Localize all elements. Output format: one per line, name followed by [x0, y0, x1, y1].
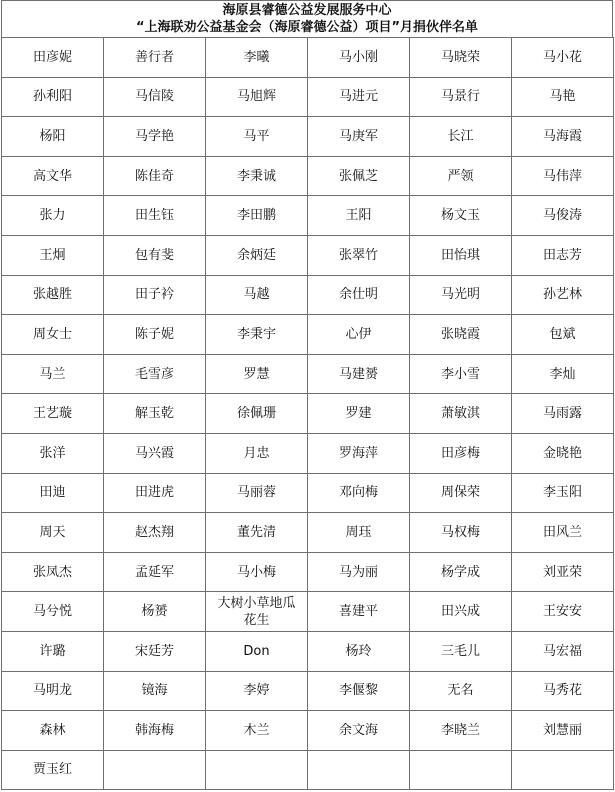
donor-list-sheet: [1, 0, 613, 790]
donor-name-cell: 田彦梅: [410, 433, 512, 473]
donor-name-cell: 马小刚: [308, 38, 410, 78]
donor-name-cell: 马海霞: [512, 117, 614, 157]
donor-name-cell: 李曦: [206, 38, 308, 78]
donor-name-cell: 孟延军: [104, 552, 206, 592]
donor-name-cell: 杨玲: [308, 631, 410, 671]
donor-name-cell: 孙艺林: [512, 275, 614, 315]
donor-name-cell: 李秉宇: [206, 315, 308, 355]
donor-name-cell: 马平: [206, 117, 308, 157]
donor-name-cell: 马晓荣: [410, 38, 512, 78]
donor-name-cell: 马丽蓉: [206, 473, 308, 513]
donor-name-cell: 许璐: [2, 631, 104, 671]
donor-name-cell: 马兰: [2, 354, 104, 394]
donor-name-cell: 陈佳奇: [104, 156, 206, 196]
donor-name-cell: 田生钰: [104, 196, 206, 236]
title-line-2: “上海联劝公益基金会（海原睿德公益）项目”月捐伙伴名单: [135, 20, 479, 35]
donor-name-cell: 周女士: [2, 315, 104, 355]
donor-name-cell: 善行者: [104, 38, 206, 78]
donor-name-cell: 田兴成: [410, 592, 512, 632]
donor-name-cell: 马景行: [410, 77, 512, 117]
donor-name-cell: 田迪: [2, 473, 104, 513]
donor-name-cell: 徐佩珊: [206, 394, 308, 434]
donor-table: [1, 37, 614, 790]
donor-name-cell: 马俊涛: [512, 196, 614, 236]
donor-name-cell: 马伟萍: [512, 156, 614, 196]
donor-name-cell: 田子衿: [104, 275, 206, 315]
donor-name-cell: 马兮悦: [2, 592, 104, 632]
table-row: [2, 196, 614, 236]
donor-name-cell: 马艳: [512, 77, 614, 117]
table-row: [2, 156, 614, 196]
donor-name-cell: 包斌: [512, 315, 614, 355]
table-row: [2, 235, 614, 275]
donor-name-cell: [308, 750, 410, 790]
donor-name-cell: 张晓霞: [410, 315, 512, 355]
table-row: [2, 315, 614, 355]
table-row: [2, 77, 614, 117]
donor-name-cell: 李婷: [206, 671, 308, 711]
table-row: [2, 433, 614, 473]
donor-name-cell: 马建赟: [308, 354, 410, 394]
table-row: [2, 631, 614, 671]
table-row: [2, 275, 614, 315]
donor-name-cell: 马学艳: [104, 117, 206, 157]
table-row: [2, 117, 614, 157]
table-row: [2, 552, 614, 592]
donor-name-cell: 马秀花: [512, 671, 614, 711]
donor-name-cell: 木兰: [206, 711, 308, 751]
donor-name-cell: [410, 750, 512, 790]
donor-name-cell: [206, 750, 308, 790]
donor-name-cell: 刘亚荣: [512, 552, 614, 592]
donor-name-cell: 毛雪彦: [104, 354, 206, 394]
donor-name-cell: 田风兰: [512, 513, 614, 553]
donor-name-cell: 张翠竹: [308, 235, 410, 275]
donor-name-cell: 月忠: [206, 433, 308, 473]
donor-name-cell: 马旭辉: [206, 77, 308, 117]
donor-name-cell: 李小雪: [410, 354, 512, 394]
donor-name-cell: 王艺璇: [2, 394, 104, 434]
donor-name-cell: 罗建: [308, 394, 410, 434]
title-line-1: 海原县睿德公益发展服务中心: [222, 3, 392, 18]
donor-name-cell: 田彦妮: [2, 38, 104, 78]
donor-name-cell: 萧敏淇: [410, 394, 512, 434]
donor-name-cell: 张佩芝: [308, 156, 410, 196]
donor-name-cell: 余仕明: [308, 275, 410, 315]
table-row: [2, 711, 614, 751]
table-row: [2, 473, 614, 513]
donor-name-cell: 余炳廷: [206, 235, 308, 275]
donor-name-cell: 杨文玉: [410, 196, 512, 236]
donor-name-cell: 董先清: [206, 513, 308, 553]
donor-name-cell: 大树小草地瓜花生: [206, 592, 308, 632]
donor-name-cell: 马信陵: [104, 77, 206, 117]
donor-name-cell: 田志芳: [512, 235, 614, 275]
donor-name-cell: 王阳: [308, 196, 410, 236]
donor-name-cell: 无名: [410, 671, 512, 711]
donor-name-cell: 陈子妮: [104, 315, 206, 355]
donor-name-cell: 宋廷芳: [104, 631, 206, 671]
donor-name-cell: 马兴霞: [104, 433, 206, 473]
table-row: [2, 38, 614, 78]
donor-name-cell: 心伊: [308, 315, 410, 355]
donor-name-cell: [104, 750, 206, 790]
table-row: [2, 671, 614, 711]
donor-table-body: [2, 38, 614, 790]
donor-name-cell: 余文海: [308, 711, 410, 751]
donor-name-cell: 马小梅: [206, 552, 308, 592]
donor-name-cell: 张洋: [2, 433, 104, 473]
donor-name-cell: 田进虎: [104, 473, 206, 513]
donor-name-cell: 马光明: [410, 275, 512, 315]
table-row: [2, 394, 614, 434]
donor-name-cell: 张力: [2, 196, 104, 236]
donor-name-cell: 罗慧: [206, 354, 308, 394]
donor-name-cell: 刘慧丽: [512, 711, 614, 751]
donor-name-cell: 李灿: [512, 354, 614, 394]
donor-name-cell: 周天: [2, 513, 104, 553]
donor-name-cell: 邓向梅: [308, 473, 410, 513]
table-row: [2, 592, 614, 632]
donor-name-cell: 张越胜: [2, 275, 104, 315]
donor-name-cell: 张凤杰: [2, 552, 104, 592]
donor-name-cell: 马宏福: [512, 631, 614, 671]
table-row: [2, 750, 614, 790]
donor-name-cell: 韩海梅: [104, 711, 206, 751]
donor-name-cell: 周保荣: [410, 473, 512, 513]
donor-name-cell: 李偃黎: [308, 671, 410, 711]
donor-name-cell: 杨阳: [2, 117, 104, 157]
donor-name-cell: 杨赟: [104, 592, 206, 632]
donor-name-cell: 森林: [2, 711, 104, 751]
donor-name-cell: 高文华: [2, 156, 104, 196]
donor-name-cell: 周珏: [308, 513, 410, 553]
donor-name-cell: 马为丽: [308, 552, 410, 592]
donor-name-cell: 马权梅: [410, 513, 512, 553]
donor-name-cell: 贾玉红: [2, 750, 104, 790]
table-row: [2, 513, 614, 553]
donor-name-cell: 马进元: [308, 77, 410, 117]
donor-name-cell: 杨学成: [410, 552, 512, 592]
donor-name-cell: 喜建平: [308, 592, 410, 632]
table-row: [2, 354, 614, 394]
donor-name-cell: 王安安: [512, 592, 614, 632]
donor-name-cell: 赵杰翔: [104, 513, 206, 553]
donor-name-cell: 三毛儿: [410, 631, 512, 671]
donor-name-cell: 李秉诚: [206, 156, 308, 196]
donor-name-cell: 李田鹏: [206, 196, 308, 236]
donor-name-cell: 马雨露: [512, 394, 614, 434]
donor-name-cell: 李晓兰: [410, 711, 512, 751]
donor-name-cell: Don: [206, 631, 308, 671]
donor-name-cell: 田怡琪: [410, 235, 512, 275]
title-block: [1, 0, 613, 37]
donor-name-cell: 王炯: [2, 235, 104, 275]
donor-name-cell: [512, 750, 614, 790]
donor-name-cell: 严领: [410, 156, 512, 196]
donor-name-cell: 马小花: [512, 38, 614, 78]
donor-name-cell: 罗海萍: [308, 433, 410, 473]
donor-name-cell: 镜海: [104, 671, 206, 711]
donor-name-cell: 马庚军: [308, 117, 410, 157]
donor-name-cell: 孙利阳: [2, 77, 104, 117]
donor-name-cell: 马越: [206, 275, 308, 315]
donor-name-cell: 解玉乾: [104, 394, 206, 434]
donor-name-cell: 李玉阳: [512, 473, 614, 513]
donor-name-cell: 长江: [410, 117, 512, 157]
donor-name-cell: 马明龙: [2, 671, 104, 711]
donor-name-cell: 金晓艳: [512, 433, 614, 473]
donor-name-cell: 包有斐: [104, 235, 206, 275]
